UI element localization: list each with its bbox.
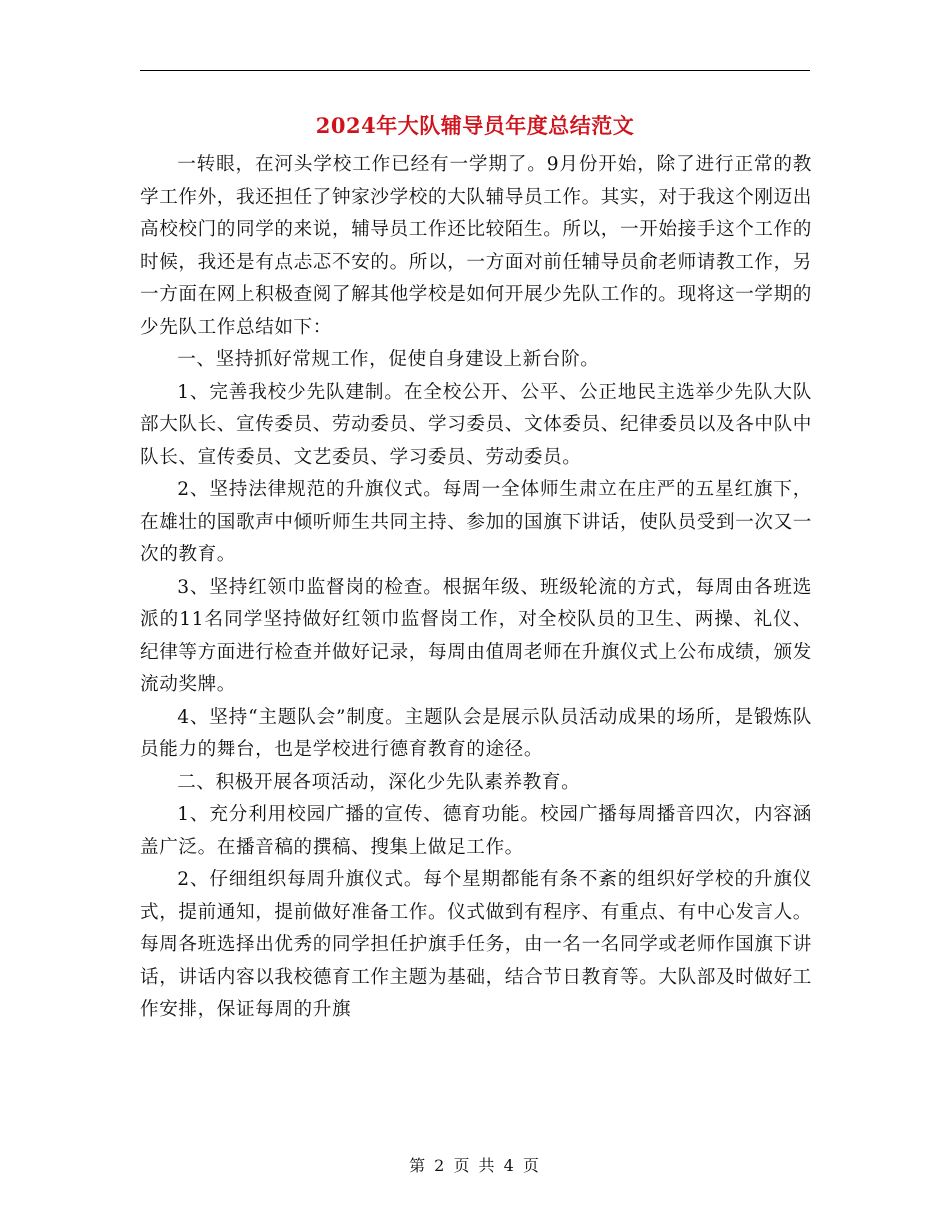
paragraph-item: 1、完善我校少先队建制。在全校公开、公平、公正地民主选举少先队大队部大队长、宣传委员、劳动委员、学习委员、文体委员、纪律委员以及各中队中队长、宣传委员、文艺委员、学习委员、劳动委员。 bbox=[140, 381, 812, 468]
section-heading-1: 一、坚持抓好常规工作，促使自身建设上新台阶。 bbox=[177, 349, 600, 370]
section-heading-2: 二、积极开展各项活动，深化少先队素养教育。 bbox=[177, 771, 581, 793]
paragraph-intro: 一转眼，在河头学校工作已经有一学期了。9月份开始，除了进行正常的教学工作外，我还担任了钟家沙学校的大队辅导员工作。其实，对于我这个刚迈出高校校门的同学的来说，辅导员工作还比较陌生。所以，一开始接手这个工作的时候，我还是有点忐忑不安的。所以，一方面对前任辅导员俞老师请教工作，另一方面在网上积极查阅了解其他学校是如何开展少先队工作的。现将这一学期的少先队工作总结如下： bbox=[140, 154, 812, 338]
paragraph-item: 2、仔细组织每周升旗仪式。每个星期都能有条不紊的组织好学校的升旗仪式，提前通知，提前做好准备工作。仪式做到有程序、有重点、有中心发言人。每周各班选择出优秀的同学担任护旗手任务，由一名一名同学或老师作国旗下讲话，讲话内容以我校德育工作主题为基础，结合节日教育等。大队部及时做好工作安排，保证每周的升旗 bbox=[140, 869, 812, 1020]
document-title: 2024年大队辅导员年度总结范文 bbox=[315, 113, 635, 138]
paragraph-item: 2、坚持法律规范的升旗仪式。每周一全体师生肃立在庄严的五星红旗下，在雄壮的国歌声中倾听师生共同主持、参加的国旗下讲话，使队员受到一次又一次的教育。 bbox=[140, 479, 812, 565]
document-body bbox=[140, 149, 812, 1027]
header-rule bbox=[140, 70, 810, 71]
paragraph-item: 4、坚持“主题队会”制度。主题队会是展示队员活动成果的场所，是锻炼队员能力的舞台，也是学校进行德育教育的途径。 bbox=[140, 706, 812, 760]
paragraph-item: 1、充分利用校园广播的宣传、德育功能。校园广播每周播音四次，内容涵盖广泛。在播音稿的撰稿、搜集上做足工作。 bbox=[140, 804, 812, 858]
page-number-footer: 第 2 页 共 4 页 bbox=[409, 1156, 541, 1175]
paragraph-item: 3、坚持红领巾监督岗的检查。根据年级、班级轮流的方式，每周由各班选派的11名同学坚持做好红领巾监督岗工作，对全校队员的卫生、两操、礼仪、纪律等方面进行检查并做好记录，每周由值周老师在升旗仪式上公布成绩，颁发流动奖牌。 bbox=[140, 576, 812, 695]
